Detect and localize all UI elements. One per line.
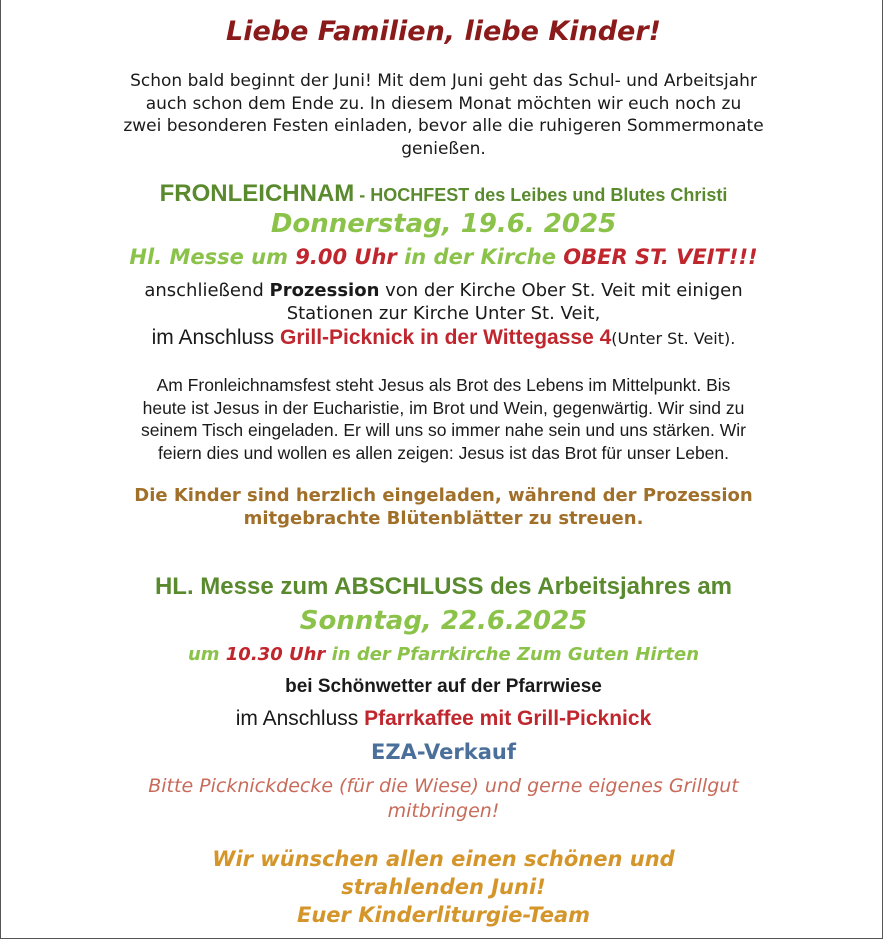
mass-text: Hl. Messe um [129, 245, 296, 269]
explanation-line: seinem Tisch eingeladen. Er will uns so immer nahe sein und uns stärken. Wir [141, 420, 746, 440]
time-text: in der Pfarrkirche Zum Guten Hirten [325, 644, 700, 665]
coffee-picnic: Pfarrkaffee mit Grill-Picknick [364, 707, 652, 730]
fest1-mass-line [1, 245, 885, 269]
intro-line: auch schon dem Ende zu. In diesem Monat möchten wir euch noch zu [145, 93, 742, 114]
fest2-heading: HL. Messe zum ABSCHLUSS des Arbeitsjahres am [154, 573, 733, 600]
fest1-after-line [1, 326, 885, 350]
intro-paragraph [1, 70, 885, 160]
procession-text [1, 279, 885, 325]
bring-note [1, 774, 885, 824]
time-text: um [187, 644, 226, 665]
bring-line: mitbringen! [387, 800, 500, 822]
procession-text-part: anschließend [144, 280, 270, 301]
intro-line: genießen. [401, 138, 486, 159]
fest1-heading [1, 180, 885, 208]
mass-time: 10.30 Uhr [225, 644, 326, 665]
kids-line: Die Kinder sind herzlich eingeladen, während der Prozession [134, 485, 753, 506]
closing-signature: Euer Kinderliturgie-Team [296, 903, 590, 927]
kids-invitation [1, 484, 885, 530]
weather-note: bei Schönwetter auf der Pfarrwiese [285, 676, 602, 697]
closing-wishes [1, 845, 885, 929]
picnic-location: Grill-Picknick in der Wittegasse 4 [280, 326, 612, 349]
procession-bold: Prozession [269, 280, 380, 301]
procession-line [1, 279, 885, 302]
mass-time: 9.00 Uhr [295, 245, 397, 269]
procession-line: Stationen zur Kirche Unter St. Veit, [286, 303, 601, 324]
bring-line: Bitte Picknickdecke (für die Wiese) und gerne eigenes Grillgut [148, 775, 739, 797]
intro-line: zwei besonderen Festen einladen, bevor alle die ruhigeren Sommermonate [123, 116, 764, 136]
fest1-name: FRONLEICHNAM [159, 180, 355, 207]
after-text: im Anschluss [151, 326, 281, 349]
intro-line: Schon bald beginnt der Juni! Mit dem Juni geht das Schul- und Arbeitsjahr [130, 71, 757, 91]
eza-sale: EZA-Verkauf [371, 740, 516, 764]
mass-text: in der Kirche [396, 245, 564, 269]
closing-line: strahlenden Juni! [341, 875, 546, 899]
fest2-time-line [1, 644, 885, 665]
fest1-date: Donnerstag, 19.6. 2025 [270, 209, 617, 239]
mass-place: OBER ST. VEIT!!! [563, 245, 758, 269]
closing-line: Wir wünschen allen einen schönen und [212, 847, 675, 871]
fest1-explanation [1, 374, 885, 464]
after-text: im Anschluss [235, 707, 365, 730]
procession-text-part: von der Kirche Ober St. Veit mit einigen [379, 280, 743, 301]
explanation-line: heute ist Jesus in der Eucharistie, im Brot und Wein, gegenwärtig. Wir sind zu [142, 397, 745, 418]
explanation-line: feiern dies und wollen es allen zeigen: Jesus ist das Brot für unser Leben. [157, 442, 730, 463]
greeting-heading: Liebe Familien, liebe Kinder! [226, 16, 661, 47]
kids-line: mitgebrachte Blütenblätter zu streuen. [243, 508, 644, 529]
explanation-line: Am Fronleichnamsfest steht Jesus als Brot des Lebens im Mittelpunkt. Bis [156, 375, 731, 395]
fest2-date: Sonntag, 22.6.2025 [299, 606, 588, 636]
after-note: (Unter St. Veit). [611, 329, 736, 348]
fest1-subtitle: - HOCHFEST des Leibes und Blutes Christi [354, 185, 728, 205]
fest2-after-line [1, 707, 885, 731]
